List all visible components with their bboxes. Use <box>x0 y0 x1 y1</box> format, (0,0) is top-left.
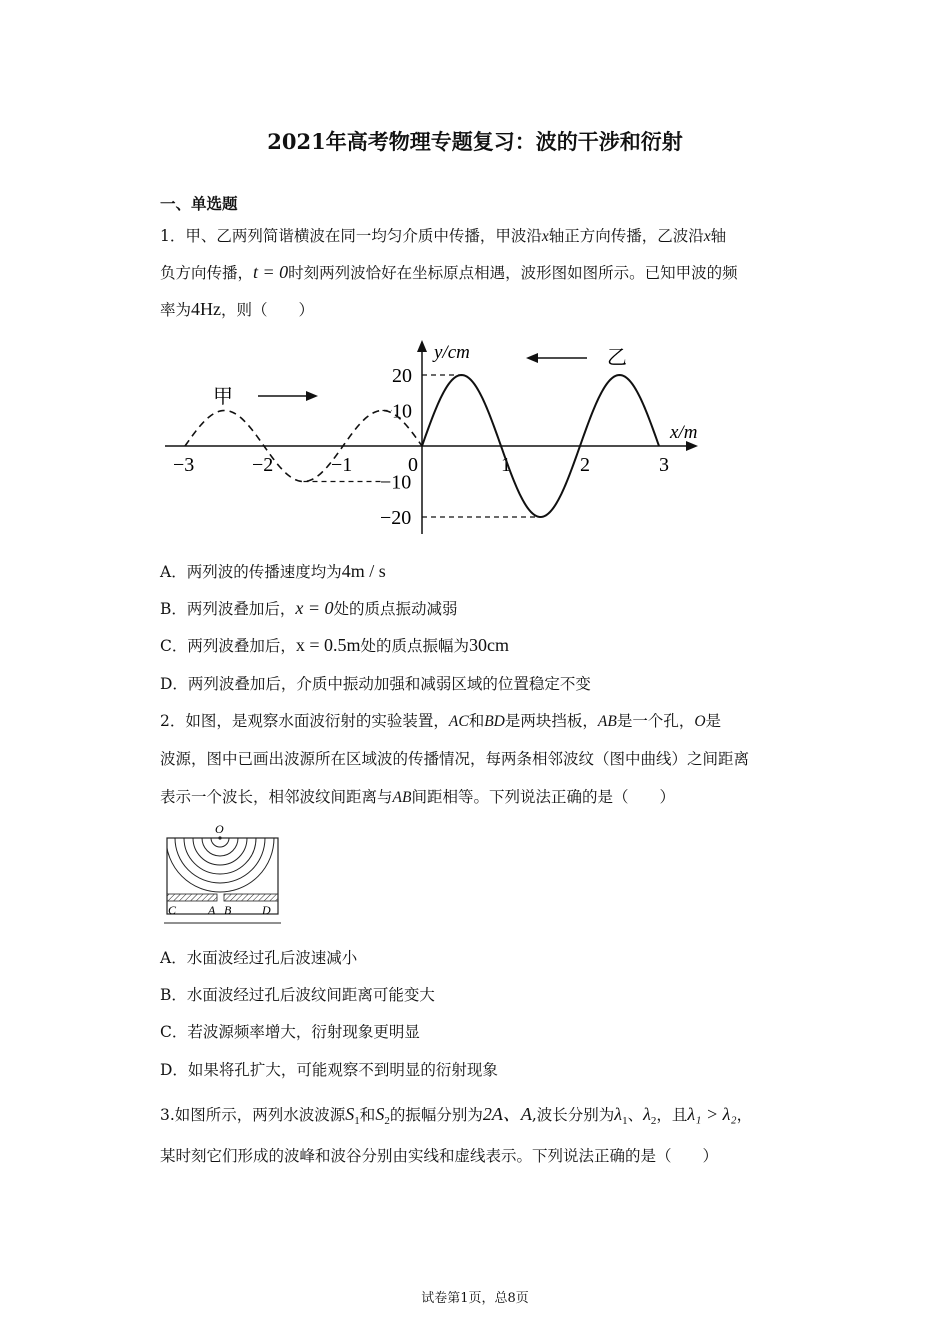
var-ab: AB <box>392 789 412 806</box>
q2-option-a[interactable]: A．水面波经过孔后波速减小 <box>160 949 358 967</box>
option-text: A．两列波的传播速度均为 <box>160 563 342 581</box>
q2-text: 和 <box>468 712 485 730</box>
label-yi: 乙 <box>607 347 627 369</box>
var-s1-sub: 1 <box>354 1115 360 1128</box>
q1-text: 轴正方向传播，乙波沿 <box>548 227 704 245</box>
page-title: 2021年高考物理专题复习：波的干涉和衍射 <box>267 129 683 154</box>
y-axis-label: y/cm <box>434 342 470 363</box>
q1-option-a[interactable] <box>160 560 386 582</box>
label-o: O <box>215 822 224 836</box>
var-s2-sub: 2 <box>384 1115 390 1128</box>
x-tick-label: −1 <box>331 454 353 476</box>
q2-text: 间距相等。下列说法正确的是（ ） <box>411 788 675 806</box>
q3-text: ,波长分别为 <box>531 1106 615 1124</box>
q1-line1 <box>160 224 726 246</box>
option-text: C．两列波叠加后， <box>160 637 296 655</box>
var-s1: S <box>345 1104 355 1124</box>
q1-text: ，则（ ） <box>221 301 315 319</box>
q2-text: 是两块挡板， <box>504 712 598 730</box>
q1-option-d[interactable] <box>160 672 591 694</box>
wave-chart <box>150 334 710 544</box>
q2-line1 <box>160 709 721 731</box>
section-heading: 一、单选题 <box>160 194 238 213</box>
wave-source <box>218 836 221 839</box>
q2-option-d[interactable]: D．如果将孔扩大，可能观察不到明显的衍射现象 <box>160 1061 498 1079</box>
option-text: 处的质点振动减弱 <box>333 600 458 618</box>
var-lambda1: λ <box>614 1104 623 1124</box>
arrow-jia-head <box>306 391 318 401</box>
barrier-left <box>167 894 217 901</box>
label-a: A <box>208 903 216 917</box>
arrow-yi-head <box>526 353 538 363</box>
var-lambda2-sub: 2 <box>650 1115 657 1128</box>
option-text: D．两列波叠加后，介质中振动加强和减弱区域的位置稳定不变 <box>160 675 591 693</box>
var-lambda1-sub: 1 <box>622 1115 628 1128</box>
q3-text: 的振幅分别为 <box>389 1106 483 1124</box>
var-ac: AC <box>448 713 469 730</box>
option-text: B．两列波叠加后， <box>160 600 296 618</box>
q2-line3 <box>160 785 675 807</box>
q3-text: 和 <box>359 1106 376 1124</box>
label-jia: 甲 <box>213 386 233 408</box>
var-lambda2: λ <box>643 1104 651 1124</box>
option-formula: 4m / s <box>341 561 386 581</box>
formula-freq: 4Hz <box>191 299 222 319</box>
q1-option-c[interactable] <box>160 634 509 656</box>
y-axis-arrow <box>417 340 427 352</box>
q1-text: 率为 <box>160 301 192 319</box>
q2-text: 是 <box>705 712 722 730</box>
q1-text: 负方向传播， <box>160 264 254 282</box>
label-d: D <box>262 903 271 917</box>
x-tick-label: −2 <box>252 454 274 476</box>
q2-line2: 波源，图中已画出波源所在区域波的传播情况，每两条相邻波纹（图中曲线）之间距离 <box>160 750 750 768</box>
option-text: 处的质点振幅为 <box>360 637 470 655</box>
option-formula: 30cm <box>469 635 510 655</box>
q3-line1 <box>160 1100 752 1127</box>
y-tick-label: 20 <box>392 365 412 387</box>
q1-text: 时刻两列波恰好在坐标原点相遇，波形图如图所示。已知甲波的频 <box>288 264 738 282</box>
x-tick-label: 3 <box>659 454 669 476</box>
x-tick-label: 2 <box>580 454 590 476</box>
y-tick-label: −10 <box>380 471 412 494</box>
var-x: x <box>703 228 711 245</box>
q3-line2: 某时刻它们形成的波峰和波谷分别由实线和虚线表示。下列说法正确的是（ ） <box>160 1147 719 1165</box>
option-formula: x = 0 <box>295 598 334 618</box>
var-s2: S <box>375 1104 385 1124</box>
q3-text: ， <box>736 1106 753 1124</box>
page-footer: 试卷第1页，总8页 <box>421 1291 529 1306</box>
label-b: B <box>224 903 232 917</box>
var-x: x <box>541 228 549 245</box>
q1-option-b[interactable] <box>160 597 458 619</box>
option-formula: x = 0.5m <box>295 635 361 655</box>
label-c: C <box>168 903 177 917</box>
q2-text: 2．如图，是观察水面波衍射的实验装置， <box>160 712 449 730</box>
q2-text: 表示一个波长，相邻波纹间距离与 <box>160 788 393 806</box>
q2-option-c[interactable]: C．若波源频率增大，衍射现象更明显 <box>160 1023 420 1041</box>
diffraction-figure <box>160 818 285 928</box>
formula-compare: λ₁ > λ₂ <box>687 1104 737 1124</box>
barrier-right <box>224 894 278 901</box>
q1-line2 <box>160 261 738 283</box>
formula-amps: 2A、A <box>482 1104 532 1124</box>
x-tick-label: 1 <box>501 454 511 476</box>
q3-text: 3.如图所示，两列水波波源 <box>160 1106 346 1124</box>
q1-text: 1．甲、乙两列简谐横波在同一均匀介质中传播，甲波沿 <box>160 227 542 245</box>
x-axis-label: x/m <box>670 422 698 443</box>
q2-option-b[interactable]: B．水面波经过孔后波纹间距离可能变大 <box>160 986 435 1004</box>
var-bd: BD <box>484 713 505 730</box>
q3-text: ，且 <box>656 1106 688 1124</box>
y-tick-label: 10 <box>392 400 412 423</box>
q2-text: 是一个孔， <box>616 712 695 730</box>
q3-text: 、 <box>627 1106 644 1124</box>
var-ab: AB <box>597 713 617 730</box>
var-o: O <box>694 713 706 730</box>
formula-t0: t = 0 <box>253 262 289 282</box>
q1-text: 轴 <box>710 227 727 245</box>
x-tick-label: 0 <box>408 454 418 476</box>
q1-line3 <box>160 298 314 320</box>
x-tick-label: −3 <box>173 454 195 476</box>
y-tick-label: −20 <box>380 507 412 529</box>
